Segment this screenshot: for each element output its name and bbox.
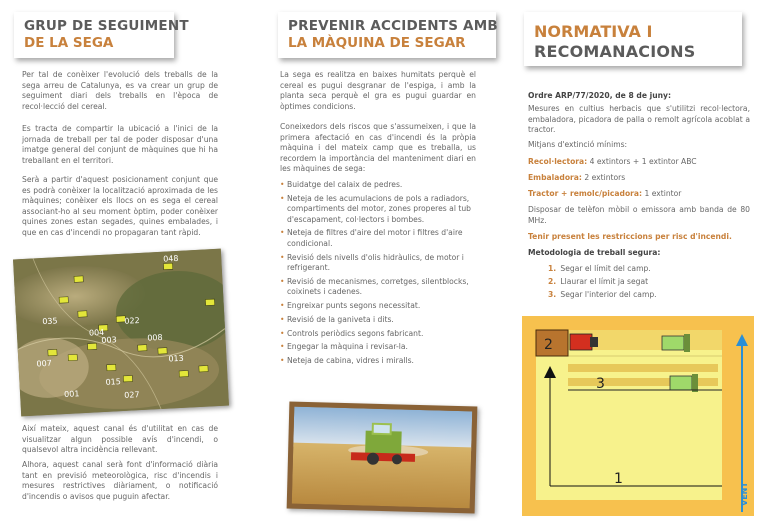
paragraph: Es tracta de compartir la ubicació a l'inici de la jornada de treball per tal de poder disposar d'una imatge general del conjunt de màquines que hi ha treballant en el territori. (22, 124, 218, 165)
paragraph: Serà a partir d'aquest posicionament conjunt que es podrà conèixer la localització aproximada de les màquines; conèixer els llocs on es sega el cereal associant-ho al seu moment òptim, poder conèixer quines zones estan segades, quines embalades, i que en cas d'incendi no propagaran tant ràpid. (22, 175, 218, 237)
method-steps (548, 262, 748, 301)
section-title-line1: GRUP DE SEGUIMENT (24, 18, 189, 34)
diagram-label-1: 1 (614, 471, 623, 487)
step-item: 3. Segar l'interior del camp. (548, 290, 657, 299)
order-reference: Ordre ARP/77/2020, de 8 de juny: (528, 91, 672, 100)
section-title-line2: RECOMANACIONS (534, 42, 696, 61)
combine-harvester-photo (287, 402, 478, 514)
diagram-label-3: 3 (596, 376, 605, 392)
map-label: 001 (63, 389, 80, 400)
item-label: Embaladora: (528, 173, 582, 182)
extinguisher-item (528, 173, 750, 184)
maintenance-list (280, 180, 478, 370)
list-item: • Neteja de filtres d'aire del motor i filtres d'aire condicional. (280, 228, 478, 249)
paragraph: Coneixedors dels riscos que s'assumeixen, i que la primera afectació en cas d'incendi és la pròpia màquina i del mateix camp que es treballa, us recordem la importància del manteniment diari en les màquines de sega: (280, 122, 476, 174)
list-item: • Revisió de la ganiveta i dits. (280, 315, 478, 325)
step-item: 1. Segar el límit del camp. (548, 264, 651, 273)
paragraph: Així mateix, aquest canal és d'utilitat en cas de visualitzar algun possible avís d'incendi, o qualsevol altra incidència rellevant. (22, 424, 218, 455)
map-label: 003 (101, 335, 117, 346)
extinguisher-item (528, 157, 750, 168)
map-label: 008 (147, 332, 163, 343)
map-label: 048 (162, 253, 179, 264)
field-diagram (522, 316, 754, 516)
section-title-banner (278, 12, 496, 58)
section-title-line1: NORMATIVA I (534, 22, 653, 41)
map-label: 035 (42, 316, 58, 327)
item-text: 2 extintors (581, 173, 626, 182)
item-text: 4 extintors + 1 extintor ABC (587, 157, 697, 166)
wind-label: VENT (740, 482, 749, 506)
map-label: 013 (168, 353, 184, 364)
extinguisher-item (528, 189, 750, 200)
diagram-label-2: 2 (544, 337, 553, 353)
paragraph: Mitjans d'extinció mínims: (528, 140, 628, 149)
item-text: 1 extintor (642, 189, 682, 198)
list-item: • Controls periòdics segons fabricant. (280, 329, 478, 339)
section-title-banner (524, 12, 742, 66)
list-item: • Buidatge del calaix de pedres. (280, 180, 478, 190)
method-title: Metodologia de treball segura: (528, 248, 661, 257)
map-label: 027 (124, 390, 140, 400)
list-item: • Engreixar punts segons necessitat. (280, 301, 478, 311)
section-title-line2: DE LA SEGA (24, 35, 114, 51)
terrain-map (13, 249, 229, 417)
map-label: 022 (124, 316, 140, 326)
map-label: 007 (36, 358, 53, 369)
paragraph: Alhora, aquest canal serà font d'informació diària tant en previsió meteorològica, risc d'incendis i mesures restrictives diàriament, o notificació d'incendis o avisos que puguin afectar. (22, 460, 218, 501)
list-item: • Revisió dels nivells d'olis hidràulics, de motor i refrigerant. (280, 253, 478, 274)
list-item: • Engegar la màquina i revisar-la. (280, 342, 478, 352)
paragraph: Disposar de telèfon mòbil o emissora amb banda de 80 MHz. (528, 205, 750, 225)
section-title-line2: LA MÀQUINA DE SEGAR (288, 35, 466, 51)
list-item: • Neteja de les acumulacions de pols a radiadors, compartiments del motor, zones properes al tub d'escapament, col·lectors i bombes. (280, 194, 478, 225)
item-label: Recol·lectora: (528, 157, 588, 166)
map-label: 004 (88, 327, 105, 338)
paragraph: La sega es realitza en baixes humitats perquè el cereal es pugui desgranar de l'espiga, i amb la planta seca perquè el gra es pugui guardar en òptimes condicions. (280, 70, 476, 111)
list-item: • Revisió de mecanismes, corretges, silentblocks, coixinets i cadenes. (280, 277, 478, 298)
list-item: • Neteja de cabina, vidres i miralls. (280, 356, 478, 366)
item-label: Tractor + remolc/picadora: (528, 189, 643, 198)
restrictions-note: Tenir present les restriccions per risc d'incendi. (528, 232, 732, 241)
harvester-illustration (292, 407, 472, 509)
section-title-line1: PREVENIR ACCIDENTS AMB (288, 18, 498, 34)
paragraph: Mesures en cultius herbacis que s'utilitzi recol·lectora, embaladora, picadora de palla o remolt agrícola acoblat a tractor. (528, 104, 750, 135)
map-label: 015 (105, 377, 122, 387)
column-grup-seguiment (0, 0, 256, 525)
section-title-banner (14, 12, 189, 58)
step-item: 2. Llaurar el límit ja segat (548, 277, 649, 286)
harvest-method-diagram (522, 316, 754, 516)
paragraph: Per tal de conèixer l'evolució dels treballs de la sega arreu de Catalunya, es va crear un grup de seguiment diari dels treballs en l'època de recol·lecció del cereal. (22, 70, 218, 111)
map-image (13, 249, 229, 417)
